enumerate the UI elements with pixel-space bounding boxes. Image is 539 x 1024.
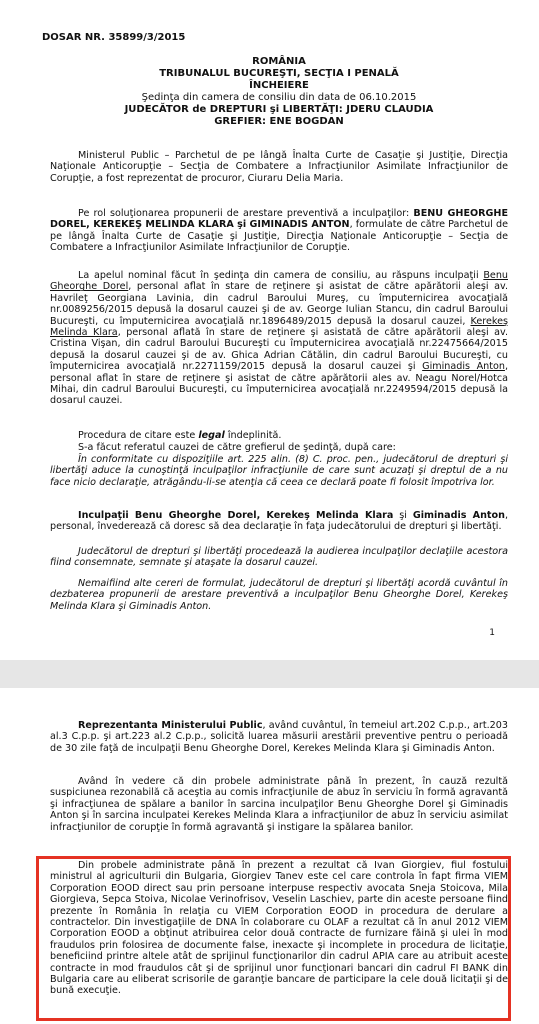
paragraph-prosecutor: Ministerul Public – Parchetul de pe lângă Înalta Curte de Casaţie şi Justiţie, Direcţia Naţionale Anticorupţie – Secţia de Combatere a Infracţiunilor Asimilate Infracţiunilor de Corupţie, a fost reprezentat de procuror, Ciuraru Delia Maria. xyxy=(50,150,508,184)
header-court: TRIBUNALUL BUCUREŞTI, SECŢIA I PENALĂ xyxy=(159,68,399,79)
header-session: Şedinţa din camera de consiliu din data de 06.10.2015 xyxy=(141,92,417,103)
paragraph-case-subject: Pe rol soluţionarea propunerii de arestare preventivă a inculpaţilor: BENU GHEORGHE DOREL, KEREKEŞ MELINDA KLARA şi GIMINADIS ANTON, formulate de către Parchetul de pe lângă Înalta Curte de Casaţie şi Justiţie, Direcţia Naţionale Anticorupţie – Secţia de Combatere a Infracţiunilor Asimilate Infracţiunilor de Corupţie. xyxy=(50,208,508,254)
header-country: ROMÂNIA xyxy=(252,56,306,67)
case-number: DOSAR NR. 35899/3/2015 xyxy=(42,32,186,43)
paragraph-floor: Nemaifiind alte cereri de formulat, judecătorul de drepturi şi libertăţi acordă cuvântul în dezbaterea propunerii de arestare preventivă a inculpaţilor Benu Gheorghe Dorel, Kerekeş Melinda Klara şi Giminadis Anton. xyxy=(50,578,508,612)
paragraph-roll-call: La apelul nominal făcut în şedinţa din camera de consiliu, au răspuns inculpaţii Benu Gheorghe Dorel, personal aflat în stare de reţinere şi asistat de către apărătorii aleşi av. Havrileţ Georgiana Lavinia, din cadrul Baroului Mureş, cu împuternicirea avocaţială nr.0089256/2015 depusă la dosarul cauzei şi de av. George Iulian Stancu, din cadrul Baroului Bucureşti, cu împuternicirea avocaţială nr.1896489/2015 depusă la dosarul cauzei, Kerekeş Melinda Klara, personal aflată în stare de reţinere şi asistată de către apărătorii aleşi av. Cristina Vişan, din cadrul Baroului Bucureşti cu împuternicirea avocaţială nr.22475664/2015 depusă la dosarul cauzei şi de av. Ghica Adrian Cătălin, din cadrul Baroului Bucureşti, cu împuternicirea avocaţială nr.2271159/2015 depusă la dosarul cauzei şi Giminadis Anton, personal aflat în stare de reţinere şi asistat de către apărătorii ales av. Neagu Norel/Hotca Mihai, din cadrul Baroului Bucureşti, cu împuternicirea avocaţială nr.2249594/2015 depusă la dosarul cauzei. xyxy=(50,270,508,407)
paragraph-report: S-a făcut referatul cauzei de către grefierul de şedinţă, după care: xyxy=(78,442,396,453)
court-header xyxy=(50,56,508,128)
paragraph-procedure: Procedura de citare este legal îndeplinită. xyxy=(78,430,282,441)
highlight-box xyxy=(36,856,511,1021)
header-judge: JUDECĂTOR de DREPTURI şi LIBERTĂŢI: JDERU CLAUDIA xyxy=(124,104,434,115)
paragraph-prosecution-request: Reprezentanta Ministerului Public, având cuvântul, în temeiul art.202 C.p.p., art.203 al.3 C.p.p. şi art.223 al.2 C.p.p., solicită luarea măsurii arestării preventive pentru o perioadă de 30 zile faţă de inculpaţii Benu Gheorghe Dorel, Kerekes Melinda Klara şi Giminadis Anton. xyxy=(50,720,508,754)
paragraph-evidence: Din probele administrate până în prezent a rezultat că Ivan Giorgiev, fiul fostului ministrul al agriculturii din Bulgaria, Giorgiev Tanev este cel care controla în fapt firma VIEM Corporation EOOD direct sau prin persoane interpuse respectiv avocata Sneja Stoicova, Mila Giorgieva, Sepca Stoiva, Nicolae Verinofrisov, Veselin Laschiev, parte din aceste persoane fiind prezente în România în relaţia cu VIEM Corporation EOOD in procedura de derulare a contractelor. Din investigaţiile de DNA în colaborare cu OLAF a rezultat că în anul 2012 VIEM Corporation EOOD a obţinut atribuirea celor două contracte de furnizare făină şi ulei în mod fraudulos prin folosirea de documente false, inexacte şi incomplete in procedura de licitaţie, beneficiind printre altele atât de sprijinul funcţionarilor din cadrul APIA care au atribuit aceste contracte in mod fraudulos cât şi de sprijinul unor funcţionari bancari din cadrul FI BANK din Bulgaria care au eliberat scrisorile de garanţie bancare de participare la cele două licitaţii şi de bună execuţie. xyxy=(50,860,508,997)
paragraph-declaration: Inculpaţii Benu Gheorghe Dorel, Kerekeş Melinda Klara şi Giminadis Anton, personal, învederează că doresc să dea declaraţie în faţa judecătorului de drepturi şi libertăţi. xyxy=(50,510,508,533)
header-doc-type: ÎNCHEIERE xyxy=(249,80,309,91)
page-number: 1 xyxy=(489,628,495,638)
paragraph-rights: În conformitate cu dispoziţiile art. 225 alin. (8) C. proc. pen., judecătorul de drepturi şi libertăţi aduce la cunoştinţă inculpaţilor infracţiunile de care sunt acuzaţi şi dreptul de a nu face nicio declaraţie, atrăgându-li-se atenţia că ceea ce declară poate fi folosit împotriva lor. xyxy=(50,454,508,488)
paragraph-reasoning: Având în vedere că din probele administrate până în prezent, în cauză rezultă suspiciunea rezonabilă că aceştia au comis infracţiunile de abuz în serviciu în formă agravantă şi infracţiunea de spălare a banilor în sarcina inculpaţilor Benu Gheorghe Dorel şi Giminadis Anton şi în sarcina inculpatei Kerekes Melinda Klara a infracţiunilor de abuz în serviciu asimilat infracţiunilor de corupţie în formă agravantă şi instigare la spălarea banilor. xyxy=(50,776,508,833)
defendants-names: BENU GHEORGHE DOREL, KEREKEŞ MELINDA KLARA şi GIMINADIS ANTON xyxy=(50,208,508,231)
header-clerk: GREFIER: ENE BOGDAN xyxy=(214,116,344,127)
paragraph-hearing: Judecătorul de drepturi şi libertăţi procedează la audierea inculpaţilor declaţiile acestora fiind consemnate, semnate şi ataşate la dosarul cauzei. xyxy=(50,546,508,569)
